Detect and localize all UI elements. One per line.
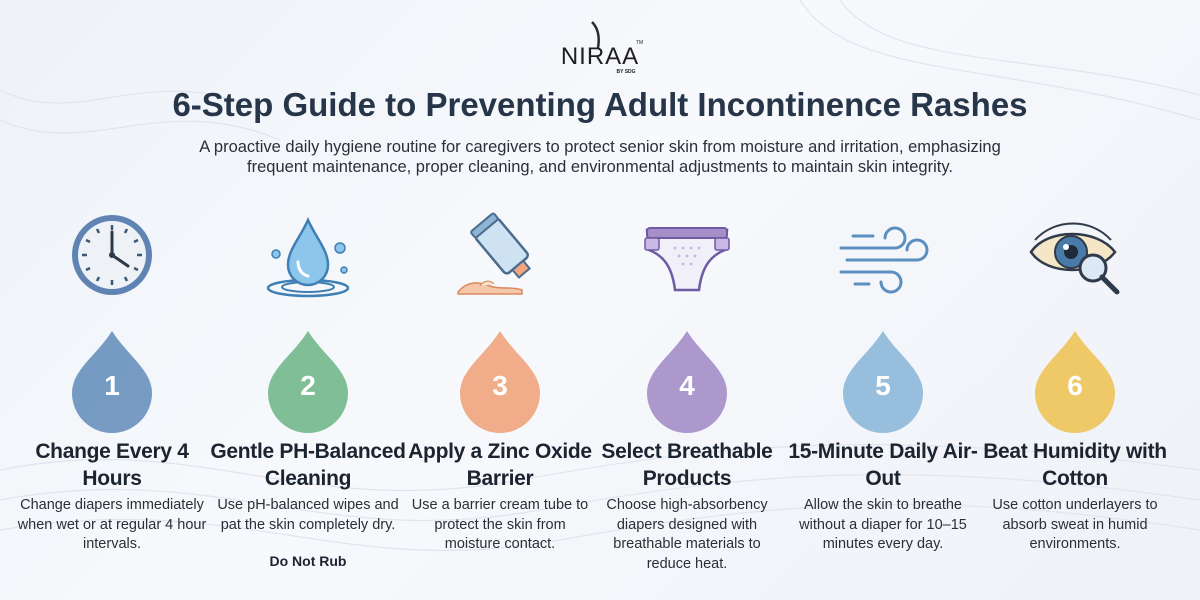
step-description: Use a barrier cream tube to protect the skin from moisture contact. — [411, 497, 589, 552]
step-description: Use cotton underlayers to absorb sweat in humid environments. — [992, 497, 1158, 552]
step-1 — [17, 200, 207, 600]
step-description: Allow the skin to breathe without a diaper for 10–15 minutes every day. — [799, 497, 967, 552]
step-heading: Select Breathable Products — [601, 440, 773, 490]
step-6 — [980, 200, 1170, 600]
diaper-icon — [637, 210, 737, 300]
step-description: Change diapers immediately when wet or at regular 4 hour intervals. — [17, 497, 207, 552]
step-5 — [788, 200, 978, 600]
brand-tagline: BY SDG — [616, 69, 636, 75]
eye-magnifier-icon — [1025, 210, 1125, 300]
step-3 — [405, 200, 595, 600]
step-description: Choose high-absorbency diapers designed with breathable materials to reduce heat. — [606, 497, 768, 572]
water-drop-icon — [258, 210, 358, 300]
step-description: Use pH-balanced wipes and pat the skin completely dry. — [217, 497, 399, 533]
step-heading: Beat Humidity with Cotton — [983, 440, 1167, 490]
step-heading: Change Every 4 Hours — [35, 440, 189, 490]
step-2 — [210, 200, 406, 600]
step-number: 4 — [679, 370, 695, 401]
step-heading: 15-Minute Daily Air-Out — [788, 440, 978, 490]
clock-icon — [62, 210, 162, 300]
step-heading: Apply a Zinc Oxide Barrier — [408, 440, 592, 490]
step-number: 3 — [492, 370, 508, 401]
step-number: 2 — [300, 370, 316, 401]
page-subtitle: A proactive daily hygiene routine for caregivers to protect senior skin from moisture and irritation, emphasizing frequent maintenance, proper cleaning, and environmental adjustments to maintain skin integrity. — [199, 138, 1001, 176]
step-number: 5 — [875, 370, 891, 401]
step-number: 6 — [1067, 370, 1083, 401]
step-note: Do Not Rub — [269, 553, 347, 569]
wind-icon — [833, 210, 933, 300]
brand-logo — [540, 14, 660, 78]
step-number: 1 — [104, 370, 120, 401]
page-title: 6-Step Guide to Preventing Adult Incontinence Rashes — [172, 86, 1028, 123]
brand-trademark: TM — [636, 40, 644, 46]
step-4 — [592, 200, 782, 600]
step-heading: Gentle PH-Balanced Cleaning — [210, 440, 406, 490]
cream-tube-icon — [450, 210, 550, 300]
brand-name: NIRAA — [560, 43, 640, 70]
steps-row — [0, 200, 1200, 600]
